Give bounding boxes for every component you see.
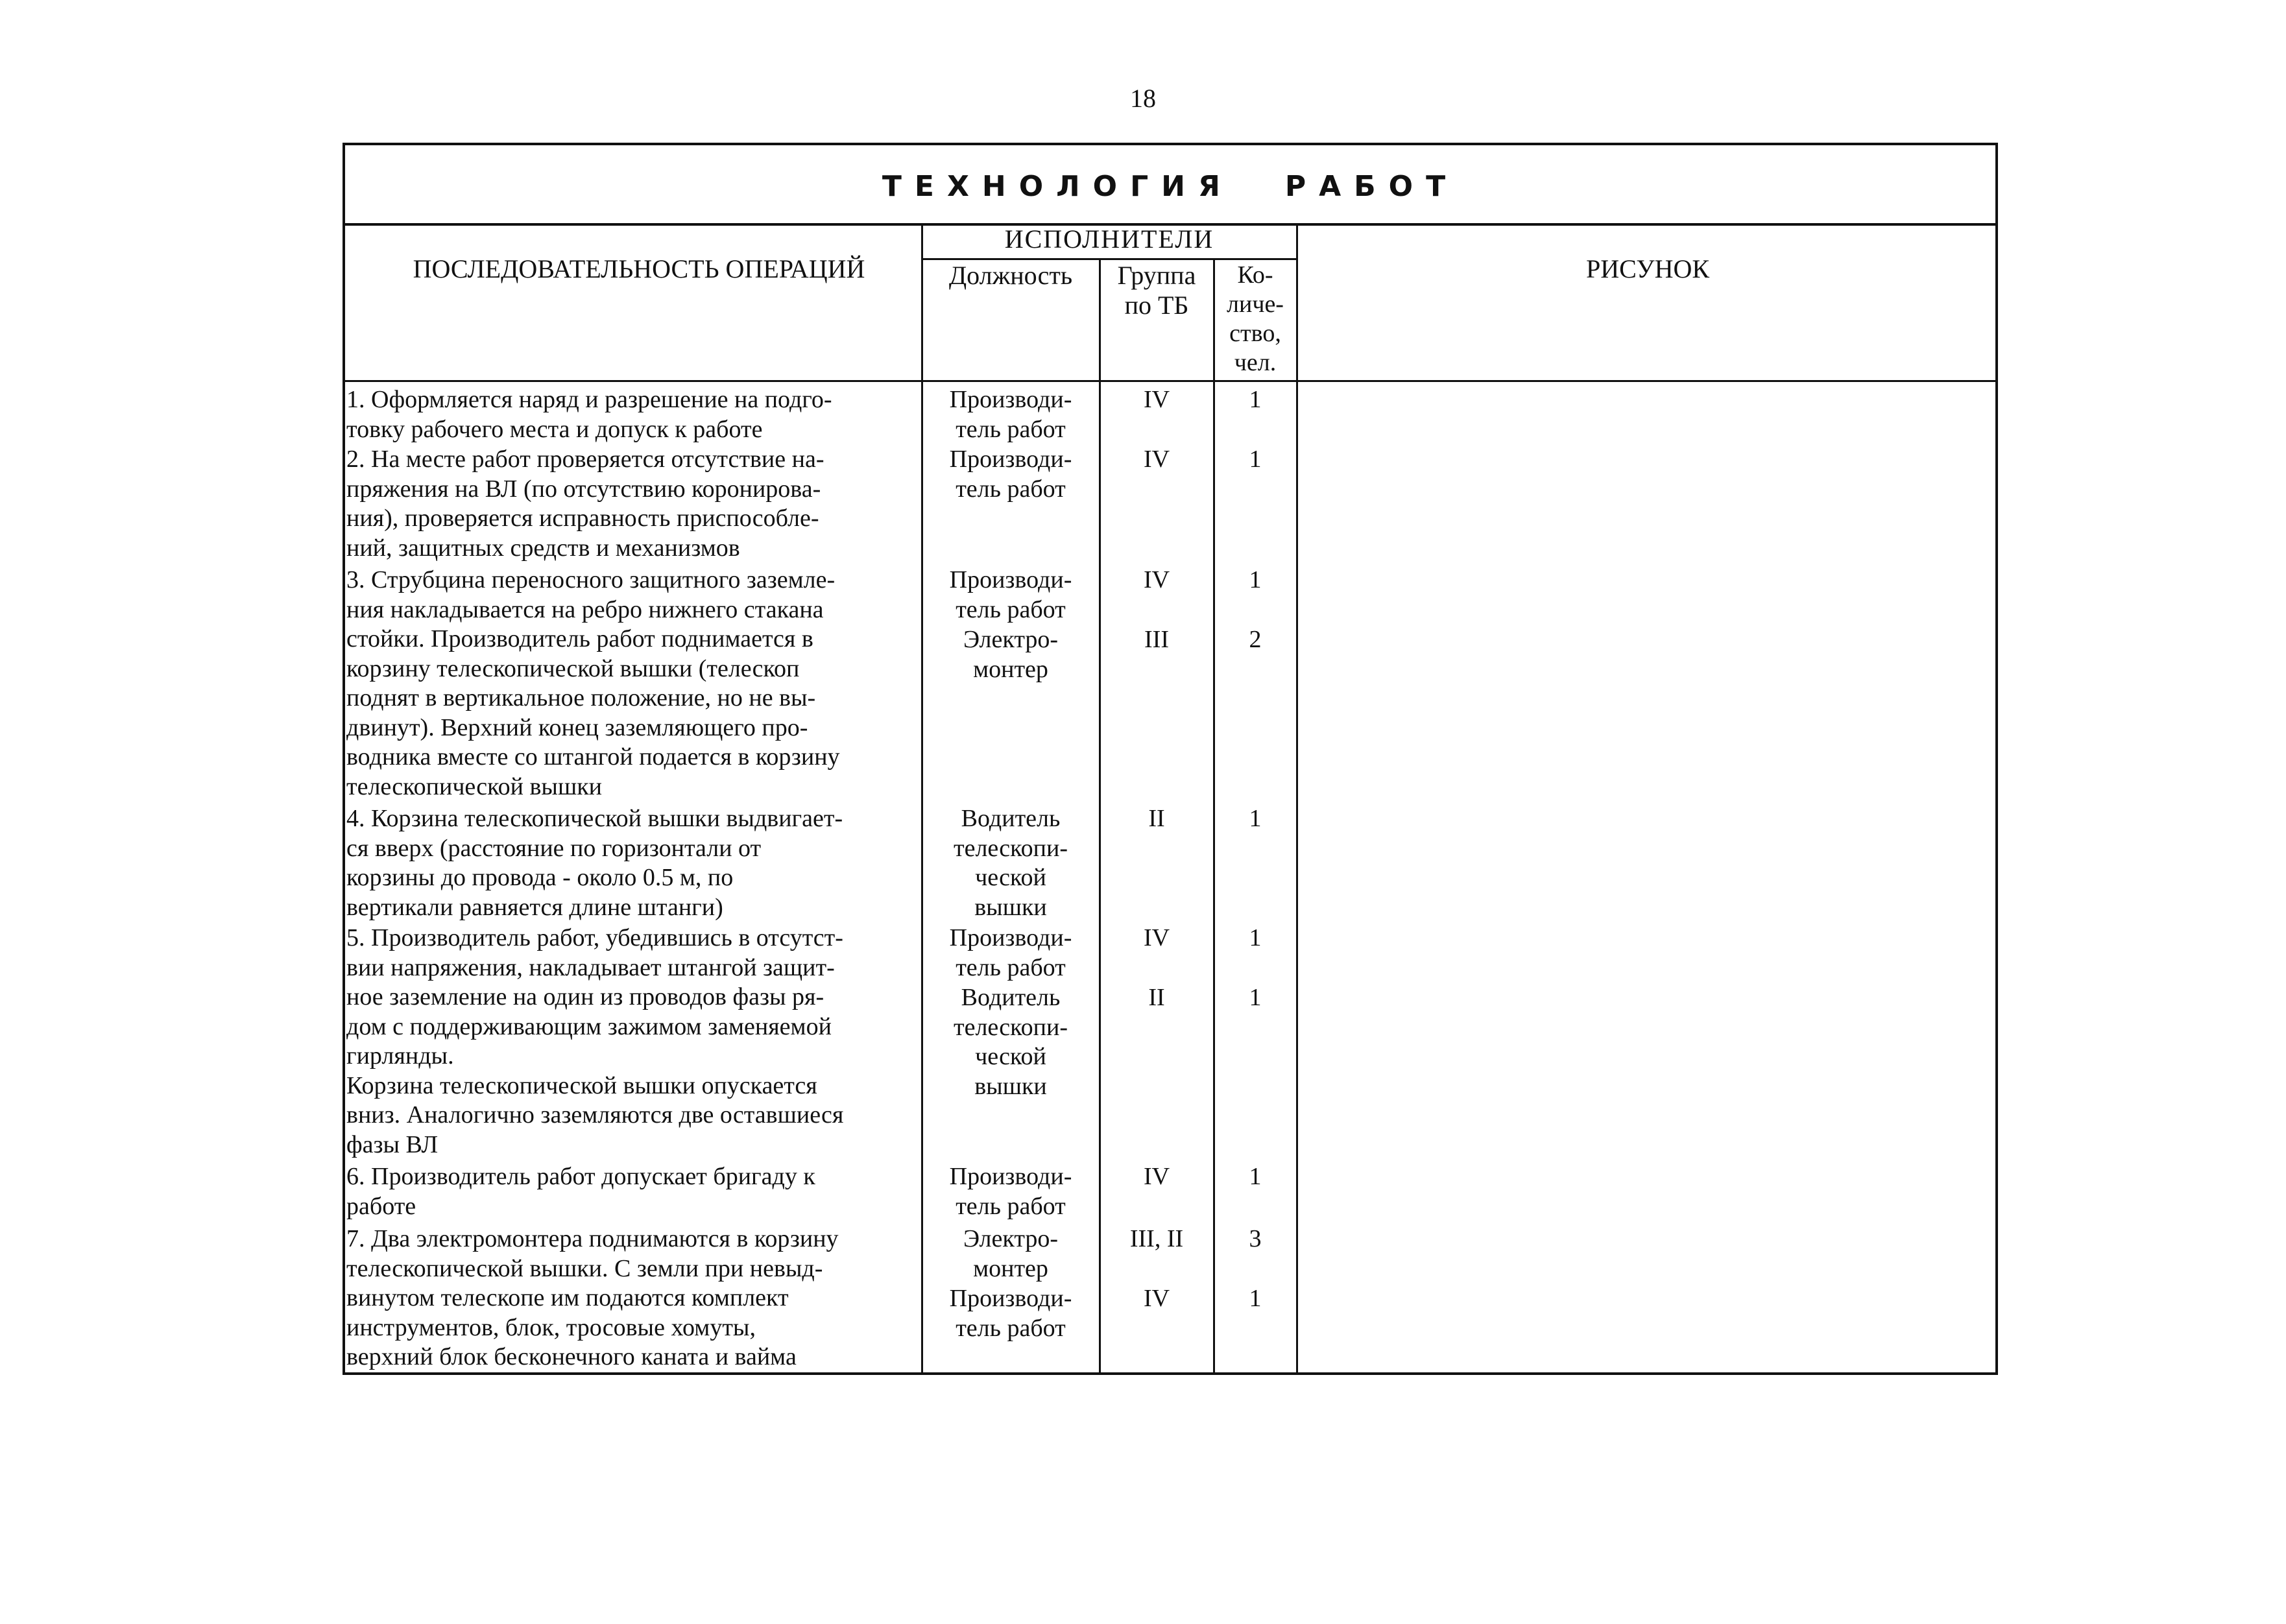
operation-line: 2. На месте работ проверяется отсутствие на- [346,446,824,473]
operation-line: двинут). Верхний конец заземляющего про- [346,713,808,741]
performer-group: IV [1143,1285,1170,1312]
operation-line: ния), проверяется исправность приспособле- [346,505,819,532]
header-group-line: Группа [1117,261,1196,290]
position-line: Производи- [949,386,1072,413]
operation-line: вниз. Аналогично заземляются две оставшиеся [346,1101,844,1128]
performer-group: IV [1143,924,1170,951]
position-line: телескопи- [954,834,1068,862]
performer-position [922,445,1099,504]
header-bottom-line [343,380,1998,382]
header-performers: ИСПОЛНИТЕЛИ [1004,224,1214,254]
operation-2 [346,445,920,563]
performers-subheader-line [921,258,1298,260]
operation-1 [346,385,920,444]
operation-line: 1. Оформляется наряд и разрешение на подго- [346,386,832,413]
operation-line: работе [346,1192,416,1220]
table-title-word-1: ТЕХНОЛОГИЯ [882,169,1233,203]
position-line: Производи- [949,924,1072,951]
header-group-line: по ТБ [1124,291,1189,320]
performer-count: 1 [1249,446,1262,473]
operation-7 [346,1224,920,1372]
position-line: тель работ [956,953,1066,981]
operation-line: фазы ВЛ [346,1130,439,1158]
operation-6 [346,1162,920,1221]
header-count-line: личе- [1227,291,1284,318]
operation-line: 6. Производитель работ допускает бригаду к [346,1163,815,1190]
page-number: 18 [1130,84,1156,113]
operation-3 [346,566,920,802]
position-line: тель работ [956,1314,1066,1342]
performer-position [922,1284,1099,1343]
position-line: тель работ [956,595,1066,623]
header-figure: РИСУНОК [1585,254,1710,283]
performer-position [922,625,1099,684]
position-line: тель работ [956,415,1066,443]
performer-count: 2 [1249,626,1262,653]
table-title [343,143,1998,226]
operation-line: вии напряжения, накладывает штангой защит- [346,953,835,981]
performer-count: 1 [1249,1163,1262,1190]
operation-line: товку рабочего места и допуск к работе [346,415,763,443]
position-line: Производи- [949,1163,1072,1190]
operation-line: вертикали равняется длине штанги) [346,893,723,921]
position-line: телескопи- [954,1013,1068,1041]
performer-count: 1 [1249,386,1262,413]
position-line: Электро- [963,1225,1059,1252]
operation-line: поднят в вертикальное положение, но не вы- [346,684,816,711]
header-group [1100,261,1213,320]
operation-line: дом с поддерживающим зажимом заменяемой [346,1012,832,1040]
col-divider-count [1296,226,1298,1375]
performer-group: IV [1143,566,1170,593]
position-line: тель работ [956,475,1066,503]
operation-line: корзину телескопической вышки (телескоп [346,654,800,682]
performer-group: II [1148,805,1165,832]
operation-line: телескопической вышки. С земли при невыд- [346,1254,823,1282]
table-title-word-2: РАБОТ [1284,169,1459,203]
operation-line: ний, защитных средств и механизмов [346,534,740,562]
performer-position [922,1224,1099,1284]
operation-line: Корзина телескопической вышки опускается [346,1071,817,1099]
performer-count: 1 [1249,566,1262,593]
position-line: монтер [973,655,1048,683]
operation-line: ся вверх (расстояние по горизонтали от [346,834,762,862]
header-count [1214,261,1296,377]
performer-position [922,1162,1099,1221]
operation-5 [346,924,920,1160]
operation-line: винутом телескопе им подаются комплект [346,1284,789,1311]
position-line: монтер [973,1254,1048,1282]
performer-group: III, II [1129,1225,1184,1252]
position-line: Производи- [949,1285,1072,1312]
performer-count: 1 [1249,984,1262,1011]
header-count-line: Ко- [1237,261,1273,289]
position-line: вышки [974,1072,1047,1100]
performer-count: 1 [1249,924,1262,951]
header-count-line: чел. [1234,349,1277,376]
header-sequence: ПОСЛЕДОВАТЕЛЬНОСТЬ ОПЕРАЦИЙ [413,254,865,283]
position-line: ческой [975,1043,1046,1070]
performer-group: IV [1143,386,1170,413]
operation-line: ное заземление на один из проводов фазы ря- [346,983,824,1010]
position-line: вышки [974,893,1047,921]
position-line: Водитель [961,805,1061,832]
performer-group: IV [1143,1163,1170,1190]
performer-position [922,804,1099,922]
operation-line: 7. Два электромонтера поднимаются в корзину [346,1225,839,1252]
position-line: Производи- [949,566,1072,593]
position-line: Водитель [961,984,1061,1011]
position-line: Производи- [949,446,1072,473]
performer-count: 1 [1249,805,1262,832]
header-count-line: ство, [1229,320,1281,347]
operation-line: инструментов, блок, тросовые хомуты, [346,1313,756,1341]
performer-position [922,566,1099,625]
operation-line: 5. Производитель работ, убедившись в отсутст- [346,924,843,951]
position-line: ческой [975,864,1046,891]
operation-line: водника вместе со штангой подается в корзину [346,743,840,770]
performer-count: 3 [1249,1225,1262,1252]
position-line: тель работ [956,1192,1066,1220]
operation-line: корзины до провода - около 0.5 м, по [346,864,734,891]
performer-position [922,924,1099,983]
operation-line: гирлянды. [346,1042,454,1069]
performer-count: 1 [1249,1285,1262,1312]
operation-line: 3. Струбцина переносного защитного заземле- [346,566,836,593]
operation-line: 4. Корзина телескопической вышки выдвигает- [346,805,843,832]
operation-line: ния накладывается на ребро нижнего стакана [346,595,824,623]
performer-group: II [1148,984,1165,1011]
header-position: Должность [948,261,1073,290]
performer-group: IV [1143,446,1170,473]
operation-line: телескопической вышки [346,772,603,800]
operation-line: пряжения на ВЛ (по отсутствию коронирова- [346,475,821,503]
operation-4 [346,804,920,922]
operation-line: верхний блок бесконечного каната и вайма [346,1343,797,1370]
position-line: Электро- [963,626,1059,653]
performer-group: III [1144,626,1169,653]
operation-line: стойки. Производитель работ поднимается в [346,625,813,652]
performer-position [922,983,1099,1101]
performer-position [922,385,1099,444]
